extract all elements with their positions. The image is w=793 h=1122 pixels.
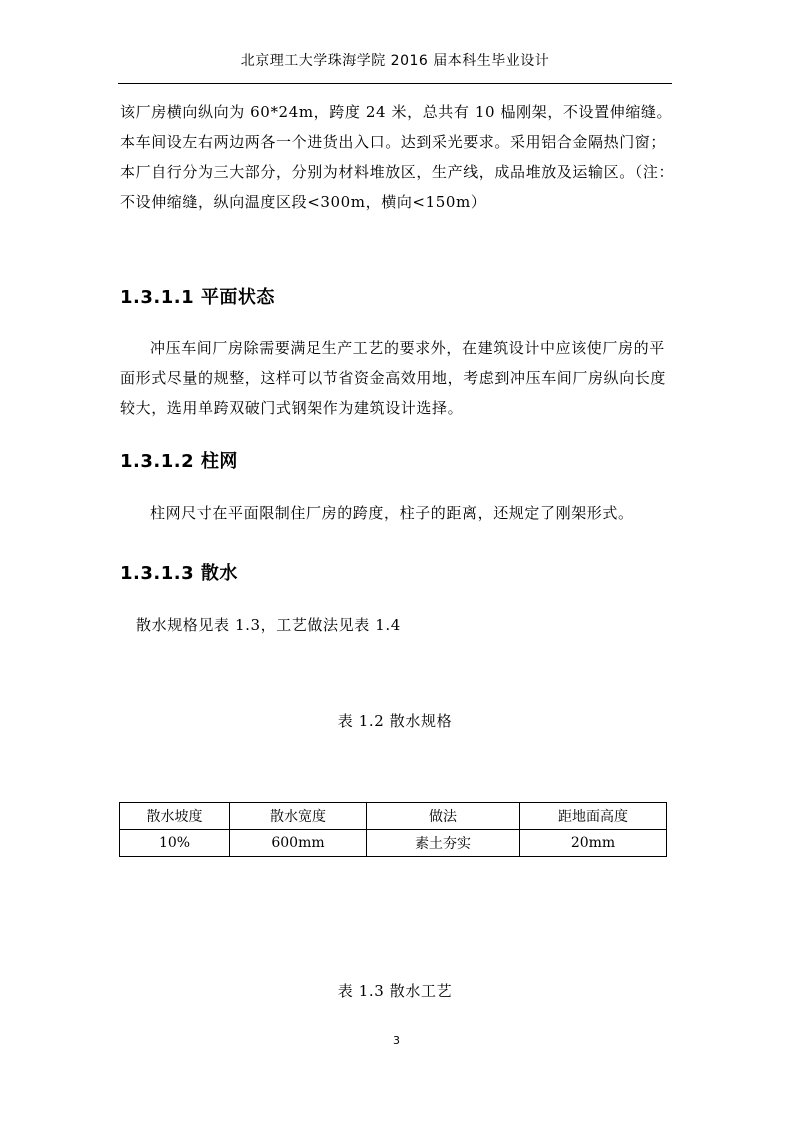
table-row [120,830,667,857]
table-cell: 20mm [520,830,667,857]
table-header-row [120,803,667,830]
section-body-column-grid: 柱网尺寸在平面限制住厂房的跨度，柱子的距离，还规定了刚架形式。 [150,504,634,522]
table-header-cell: 距地面高度 [520,803,667,830]
intro-paragraph: 该厂房横向纵向为 60*24m，跨度 24 米，总共有 10 榀刚架，不设置伸缩缝。本车间设左右两边两各一个进货出入口。达到采光要求。采用铝合金隔热门窗；本厂自行分为三大部分，分别为材料堆放区，生产线，成品堆放及运输区。（注：不设伸缩缝，纵向温度区段<300m，横向<150m） [120,103,675,211]
section-heading-plane-layout: 1.3.1.1 平面状态 [120,287,275,308]
table-header-cell: 做法 [367,803,520,830]
table-2-caption: 表 1.3 散水工艺 [337,982,453,1000]
table-1-caption: 表 1.2 散水规格 [337,712,453,730]
page-header: 北京理工大学珠海学院 2016 届本科生毕业设计 [240,53,550,69]
section-body-plane-layout: 冲压车间厂房除需要满足生产工艺的要求外，在建筑设计中应该使厂房的平面形式尽量的规整，这样可以节省资金高效用地，考虑到冲压车间厂房纵向长度较大，选用单跨双破门式钢架作为建筑设计选择。 [120,339,667,417]
table-cell: 600mm [230,830,367,857]
table-cell: 素土夯实 [367,830,520,857]
section-heading-apron: 1.3.1.3 散水 [120,563,238,584]
section-body-apron: 散水规格见表 1.3，工艺做法见表 1.4 [136,616,401,634]
table-header-cell: 散水坡度 [120,803,230,830]
table-header-cell: 散水宽度 [230,803,367,830]
page-number: 3 [393,1034,400,1047]
section-heading-column-grid: 1.3.1.2 柱网 [120,451,238,472]
table-cell: 10% [120,830,230,857]
header-divider [118,83,672,84]
apron-spec-table [119,802,667,857]
